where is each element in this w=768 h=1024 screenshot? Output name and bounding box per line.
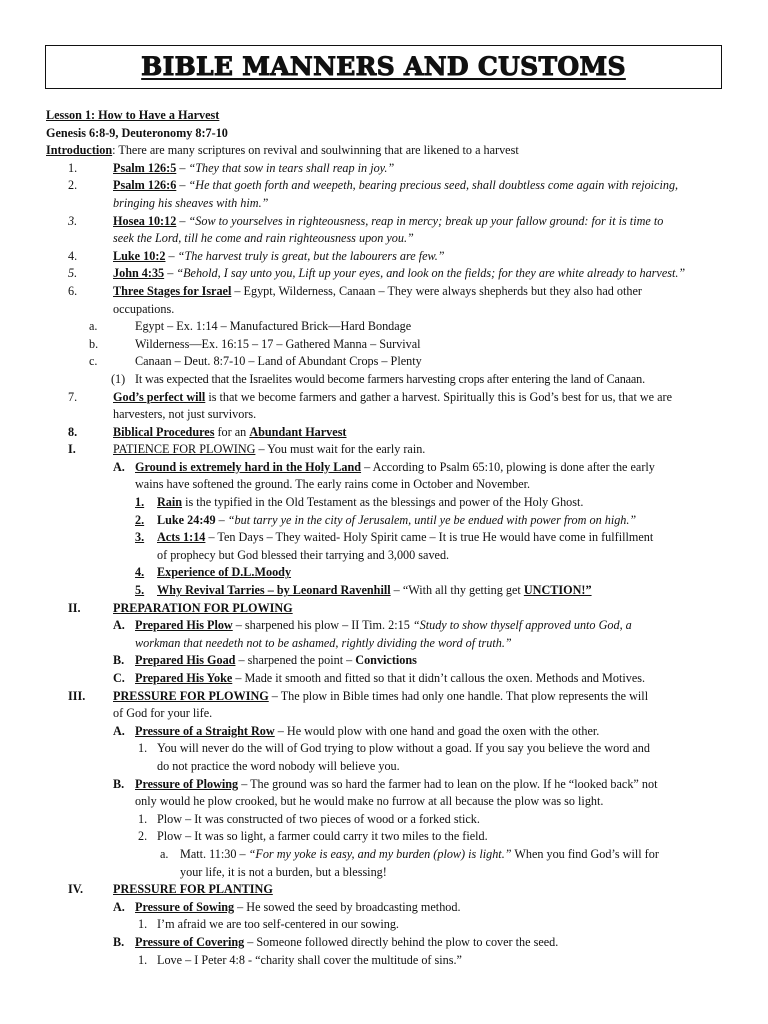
item-text-tail: When you find God’s will for [511, 846, 659, 861]
subheading: Prepared His Yoke [135, 671, 233, 685]
subheading: Ground is extremely hard in the Holy Land [135, 459, 362, 474]
section-heading: PREPARATION FOR PLOWING [113, 600, 293, 615]
section-label: God’s perfect will [113, 389, 206, 404]
point-8 [46, 424, 724, 442]
section-1-A-4 [46, 564, 724, 582]
point-number: 8. [68, 424, 78, 439]
point-2 [46, 177, 724, 195]
section-3-B-2 [46, 828, 724, 846]
list-letter: C. [113, 671, 125, 685]
scripture-quote: “He that goeth forth and weepeth, bearing precious seed, shall doubtless come again with rejoicing, [188, 178, 679, 193]
scripture-ref: Hosea 10:12 [113, 213, 177, 228]
item-head: Acts 1:14 [157, 530, 206, 545]
dash: – [164, 266, 177, 281]
section-3-A [46, 723, 724, 741]
section-label: Three Stages for Israel [113, 283, 232, 298]
roman-numeral: II. [68, 600, 81, 615]
list-letter: A. [113, 459, 125, 474]
section-heading: PATIENCE FOR PLOWING [113, 442, 256, 457]
point-6c [46, 353, 724, 371]
list-text: Egypt – Ex. 1:14 – Manufactured Brick—Hard Bondage [135, 319, 412, 334]
subheading: Pressure of Covering [135, 934, 245, 949]
list-number: 1. [138, 741, 148, 756]
dash: – [176, 213, 189, 228]
point-2-cont: bringing his sheaves with him.” [113, 195, 269, 210]
section-3-A-1-cont: do not practice the word nobody will believe you. [157, 758, 400, 773]
section-1-A-5 [46, 582, 724, 600]
dash: – [215, 512, 228, 527]
subheading: Pressure of a Straight Row [135, 723, 275, 738]
lesson-heading [46, 107, 724, 125]
point-6-cont: occupations. [113, 301, 175, 316]
list-letter: A. [113, 618, 125, 633]
list-letter: A. [113, 899, 125, 914]
list-number: 3. [135, 530, 145, 545]
subheading-text: – Made it smooth and fitted so that it didn’t callous the oxen. Methods and Motives. [232, 671, 646, 685]
point-1 [46, 160, 724, 178]
item-head: Why Revival Tarries – by Leonard Ravenhill [157, 583, 391, 598]
section-1-A [46, 459, 724, 477]
point-6c-1 [46, 371, 724, 389]
point-number: 3. [68, 213, 78, 228]
list-number: 1. [138, 917, 148, 932]
point-4 [46, 248, 724, 266]
scripture-quote: “They that sow in tears shall reap in joy.” [188, 160, 395, 175]
item-text: Plow – It was constructed of two pieces of wood or a forked stick. [157, 811, 480, 826]
section-4-B-1 [46, 952, 724, 970]
item-head: Experience of D.L.Moody [157, 565, 292, 580]
intro-text: : There are many scriptures on revival and soulwinning that are likened to a harvest [112, 143, 519, 158]
point-text: – Egypt, Wilderness, Canaan – They were always shepherds but they also had other [231, 283, 642, 298]
subheading: Pressure of Plowing [135, 776, 239, 791]
section-label: Biblical Procedures [113, 424, 215, 439]
section-3-B-2-a-cont: your life, it is not a burden, but a blessing! [180, 864, 387, 879]
point-7 [46, 389, 724, 407]
list-text: Wilderness—Ex. 16:15 – 17 – Gathered Manna – Survival [135, 336, 421, 351]
scripture-quote: “but tarry ye in the city of Jerusalem, until ye be endued with power from on high.” [227, 512, 637, 527]
section-2 [46, 600, 724, 618]
section-3-B [46, 776, 724, 794]
emphasis: UNCTION!” [523, 583, 592, 598]
list-letter: a. [89, 319, 98, 334]
list-text: Canaan – Deut. 8:7-10 – Land of Abundant Crops – Plenty [135, 354, 422, 369]
section-label-tail: Abundant Harvest [249, 424, 347, 439]
list-letter: B. [113, 776, 125, 791]
dash: – [176, 178, 189, 193]
lesson-title: Lesson 1: How to Have a Harvest [46, 108, 220, 122]
page-title: BIBLE MANNERS AND CUSTOMS [141, 52, 626, 82]
subheading-text: – The ground was so hard the farmer had to lean on the plow. If he “looked back” not [238, 776, 658, 791]
list-number: 2. [135, 512, 145, 527]
scripture-ref: John 4:35 [113, 266, 165, 281]
point-6a [46, 318, 724, 336]
section-heading: PRESSURE FOR PLOWING [113, 688, 269, 703]
subheading-text: – He sowed the seed by broadcasting method. [234, 899, 461, 914]
roman-numeral: III. [68, 688, 86, 703]
scripture-ref: Psalm 126:6 [113, 178, 177, 193]
scripture-quote: “Study to show thyself approved unto God, a [412, 618, 632, 633]
point-3-cont: seek the Lord, till he come and rain righteousness upon you.” [113, 231, 414, 246]
subheading-text: – He would plow with one hand and goad the oxen with the other. [274, 723, 600, 738]
item-head: Luke 24:49 [157, 512, 216, 527]
point-5 [46, 265, 724, 283]
section-1-A-1 [46, 494, 724, 512]
point-number: 2. [68, 178, 78, 193]
subheading-text: – Someone followed directly behind the plow to cover the seed. [244, 934, 559, 949]
point-number: 5. [68, 266, 78, 281]
list-letter: a. [160, 846, 169, 861]
list-letter: B. [113, 934, 125, 949]
section-2-A-cont: workman that needeth not to be ashamed, rightly dividing the word of truth.” [135, 635, 512, 650]
item-text: I’m afraid we are too self-centered in our sowing. [157, 917, 399, 932]
section-4-A [46, 899, 724, 917]
section-text: – The plow in Bible times had only one handle. That plow represents the will [268, 688, 649, 703]
list-letter: B. [113, 653, 125, 668]
section-1 [46, 441, 724, 459]
emphasis: Convictions [355, 653, 417, 668]
point-number: 7. [68, 389, 78, 404]
list-number: (1) [111, 371, 126, 386]
item-text: Matt. 11:30 – [180, 846, 249, 861]
subheading-text: – According to Psalm 65:10, plowing is done after the early [361, 459, 655, 474]
scripture-quote: “Sow to yourselves in righteousness, reap in mercy; break up your fallow ground: for it is time to [188, 213, 664, 228]
list-letter: b. [89, 336, 99, 351]
item-text: Plow – It was so light, a farmer could carry it two miles to the field. [157, 829, 488, 844]
dash: – [176, 160, 189, 175]
section-1-A-3-cont: of prophecy but God blessed their tarrying and 3,000 saved. [157, 547, 450, 562]
section-3-B-2-a [46, 846, 724, 864]
roman-numeral: I. [68, 442, 76, 457]
scripture-quote: “The harvest truly is great, but the labourers are few.” [177, 248, 445, 263]
subheading: Prepared His Plow [135, 618, 233, 633]
point-number: 6. [68, 283, 78, 298]
section-2-C [46, 670, 724, 688]
point-6b [46, 336, 724, 354]
scripture-ref: Luke 10:2 [113, 248, 166, 263]
section-4-A-1 [46, 916, 724, 934]
section-1-A-3 [46, 529, 724, 547]
intro-label: Introduction [46, 143, 113, 158]
subheading-text: – sharpened the point – [235, 653, 356, 668]
scripture-ref: Psalm 126:5 [113, 160, 177, 175]
scripture-quote: “For my yoke is easy, and my burden (plow) is light.” [248, 846, 512, 861]
item-head: Rain [157, 495, 183, 510]
dash: – [165, 248, 178, 263]
list-text: It was expected that the Israelites would become farmers harvesting crops after entering the land of Canaan. [135, 371, 646, 386]
item-text: is the typified in the Old Testament as the blessings and power of the Holy Ghost. [182, 495, 584, 510]
intro-line [46, 142, 724, 160]
item-text: You will never do the will of God trying to plow without a goad. If you say you believe the word and [157, 741, 650, 756]
list-number: 4. [135, 565, 145, 580]
section-4-B [46, 934, 724, 952]
subheading: Pressure of Sowing [135, 899, 235, 914]
connector-text: for an [214, 424, 250, 439]
list-number: 5. [135, 583, 145, 598]
section-text: – You must wait for the early rain. [255, 442, 426, 457]
list-letter: c. [89, 354, 98, 369]
section-2-A [46, 617, 724, 635]
list-number: 1. [138, 811, 148, 826]
point-number: 4. [68, 248, 78, 263]
document-body [46, 107, 724, 969]
roman-numeral: IV. [68, 882, 84, 897]
point-3 [46, 213, 724, 231]
title-box [45, 45, 722, 89]
section-3 [46, 688, 724, 706]
section-3-cont: of God for your life. [113, 706, 213, 721]
section-heading: PRESSURE FOR PLANTING [113, 882, 273, 897]
item-text: – “With all thy getting get [390, 583, 524, 598]
section-3-B-cont: only would he plow crooked, but he would make no furrow at all because the plow was so light. [135, 794, 604, 809]
point-7-cont: harvesters, not just survivors. [113, 407, 257, 422]
list-number: 1. [135, 495, 145, 510]
subheading: Prepared His Goad [135, 653, 236, 668]
item-text: – Ten Days – They waited- Holy Spirit came – It is true He would have come in fulfillment [205, 530, 654, 545]
section-3-A-1 [46, 740, 724, 758]
section-1-A-cont: wains have softened the ground. The early rains come in October and November. [135, 477, 531, 492]
list-number: 2. [138, 829, 148, 844]
scripture-quote: “Behold, I say unto you, Lift up your eyes, and look on the fields; for they are white already to harvest.” [176, 266, 686, 281]
point-text: is that we become farmers and gather a harvest. Spiritually this is God’s best for us, that we are [205, 389, 673, 404]
section-2-B [46, 652, 724, 670]
point-6 [46, 283, 724, 301]
section-1-A-2 [46, 512, 724, 530]
subheading-text: – sharpened his plow – II Tim. 2:15 [232, 618, 413, 633]
section-3-B-1 [46, 811, 724, 829]
scripture-refs: Genesis 6:8-9, Deuteronomy 8:7-10 [46, 125, 228, 140]
point-number: 1. [68, 160, 78, 175]
list-number: 1. [138, 952, 148, 967]
list-letter: A. [113, 723, 125, 738]
item-text: Love – I Peter 4:8 - “charity shall cover the multitude of sins.” [157, 952, 462, 967]
section-4 [46, 881, 724, 899]
